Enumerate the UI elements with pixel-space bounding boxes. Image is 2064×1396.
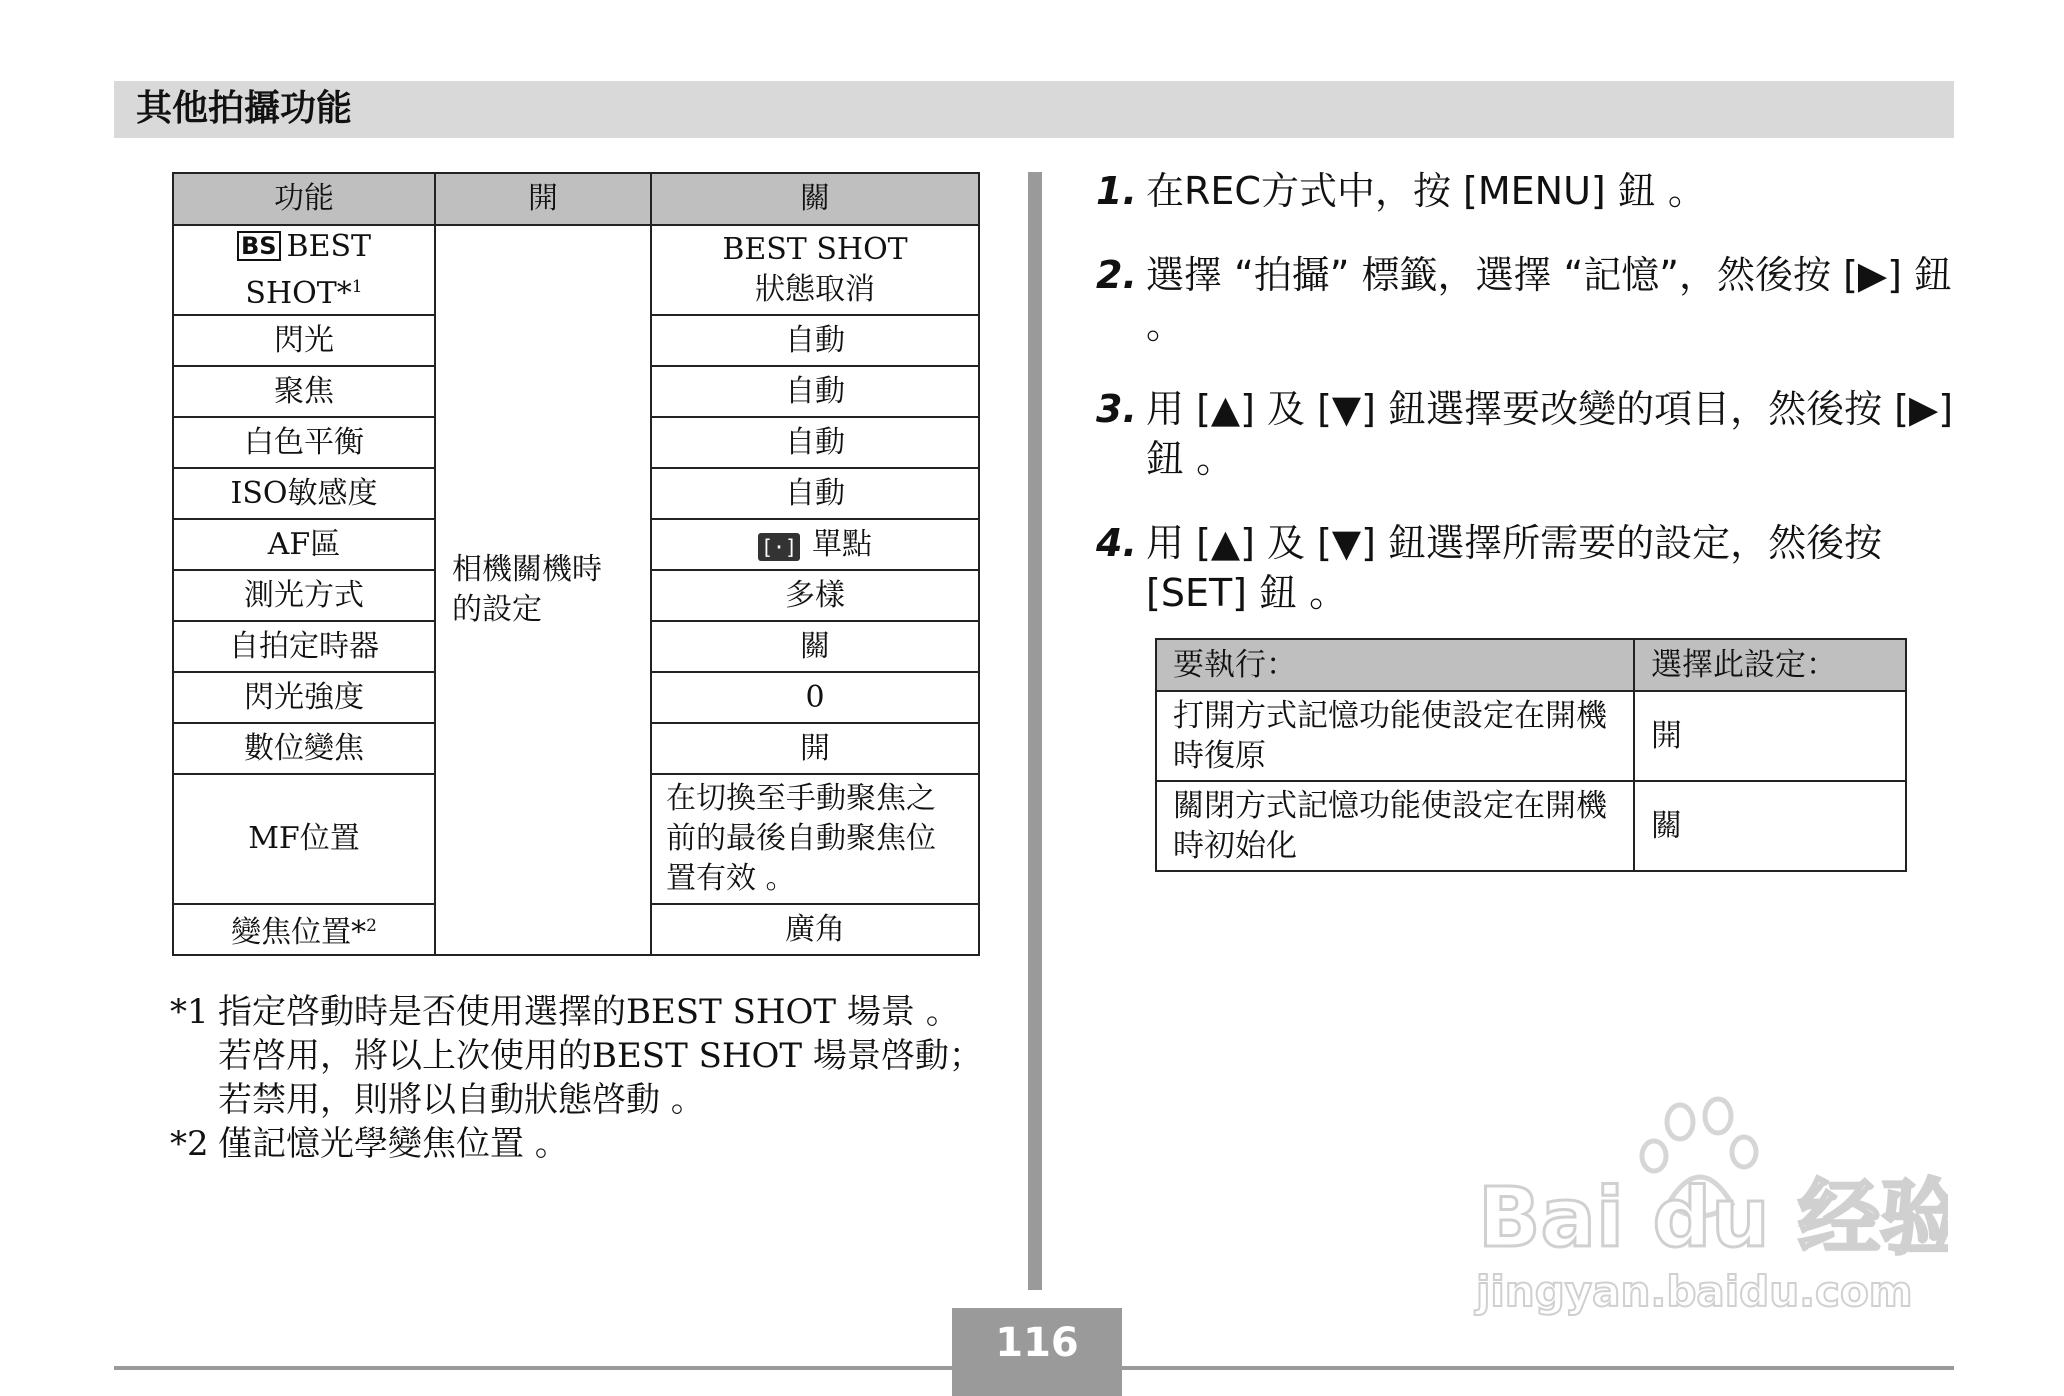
- column-divider: [1028, 172, 1042, 1290]
- footnotes: [170, 990, 990, 1166]
- best-shot-icon: BS: [237, 231, 281, 261]
- function-label: BEST: [286, 228, 372, 264]
- function-cell: MF位置: [173, 774, 435, 904]
- action-cell: 關閉方式記憶功能使設定在開機時初始化: [1156, 781, 1634, 871]
- step-number: 3.: [1096, 387, 1137, 431]
- watermark-brand: Bai du 经验: [1478, 1171, 1948, 1266]
- function-label: SHOT*: [245, 275, 352, 311]
- function-cell: 白色平衡: [173, 417, 435, 468]
- footnote: [170, 1122, 990, 1166]
- page-number: 116: [995, 1320, 1079, 1366]
- footnote-ref: 1: [351, 276, 363, 297]
- action-cell: 打開方式記憶功能使設定在開機時復原: [1156, 691, 1634, 781]
- off-cell: 開: [651, 723, 979, 774]
- step-text: 選擇 “拍攝” 標籤，選擇 “記憶”，然後按 [▶] 鈕 。: [1146, 253, 1953, 347]
- off-value: 狀態取消: [755, 272, 875, 307]
- table-header-row: [173, 173, 979, 225]
- function-cell: [173, 225, 435, 315]
- off-cell: [651, 519, 979, 570]
- on-merged-text: 相機關機時的設定: [452, 552, 602, 627]
- off-cell: 自動: [651, 366, 979, 417]
- page-number-box: [952, 1308, 1122, 1396]
- on-merged-cell: [435, 225, 651, 955]
- setting-cell: 關: [1634, 781, 1906, 871]
- function-cell: [173, 904, 435, 955]
- step-text: 在REC方式中，按 [MENU] 鈕 。: [1146, 169, 1706, 213]
- off-cell: [651, 225, 979, 315]
- step-number: 1.: [1096, 169, 1137, 213]
- off-cell: 自動: [651, 417, 979, 468]
- memory-setting-table: [1155, 638, 1907, 872]
- step-number: 2.: [1096, 253, 1137, 297]
- off-cell: 廣角: [651, 904, 979, 955]
- step-text: 用 [▲] 及 [▼] 鈕選擇要改變的項目，然後按 [▶] 鈕 。: [1146, 387, 1954, 481]
- function-cell: 測光方式: [173, 570, 435, 621]
- column-header-setting: 選擇此設定：: [1634, 639, 1906, 691]
- table-row: [173, 225, 979, 315]
- off-value: 單點: [812, 526, 872, 562]
- off-cell: 多樣: [651, 570, 979, 621]
- function-cell: 閃光強度: [173, 672, 435, 723]
- function-label: 變焦位置*: [231, 915, 367, 950]
- off-value: BEST SHOT: [722, 232, 908, 267]
- section-title: 其他拍攝功能: [136, 88, 353, 129]
- watermark-url: jingyan.baidu.com: [1476, 1267, 1913, 1316]
- footnote: [170, 990, 990, 1122]
- off-cell: 在切換至手動聚焦之前的最後自動聚焦位置有效 。: [651, 774, 979, 904]
- setting-cell: 開: [1634, 691, 1906, 781]
- footnote-text: 指定啓動時是否使用選擇的BEST SHOT 場景 。若啓用，將以上次使用的BEST SHOT 場景啓動；若禁用，則將以自動狀態啓動 。: [218, 992, 983, 1120]
- column-header-function: 功能: [173, 173, 435, 225]
- off-cell: 關: [651, 621, 979, 672]
- off-cell: 0: [651, 672, 979, 723]
- off-cell: 自動: [651, 315, 979, 366]
- footnote-text: 僅記憶光學變焦位置 。: [218, 1124, 569, 1164]
- table-header-row: [1156, 639, 1906, 691]
- function-cell: 閃光: [173, 315, 435, 366]
- function-cell: 數位變焦: [173, 723, 435, 774]
- step-text: 用 [▲] 及 [▼] 鈕選擇所需要的設定，然後按 [SET] 鈕 。: [1146, 521, 1883, 615]
- settings-table: [172, 172, 980, 956]
- function-cell: 自拍定時器: [173, 621, 435, 672]
- table-row: [1156, 691, 1906, 781]
- baidu-watermark: [1468, 1096, 1948, 1326]
- footnote-ref: 2: [366, 916, 377, 936]
- column-header-on: 開: [435, 173, 651, 225]
- function-cell: ISO敏感度: [173, 468, 435, 519]
- table-row: [1156, 781, 1906, 871]
- column-header-off: 關: [651, 173, 979, 225]
- footnote-mark: *1: [170, 992, 209, 1032]
- step-number: 4.: [1096, 521, 1137, 565]
- spot-af-icon: [·]: [758, 533, 800, 561]
- function-cell: AF區: [173, 519, 435, 570]
- off-cell: 自動: [651, 468, 979, 519]
- function-cell: 聚焦: [173, 366, 435, 417]
- column-header-action: 要執行：: [1156, 639, 1634, 691]
- section-header: [114, 81, 1954, 138]
- baidu-paw-icon: [1468, 1096, 1948, 1326]
- footnote-mark: *2: [170, 1124, 209, 1164]
